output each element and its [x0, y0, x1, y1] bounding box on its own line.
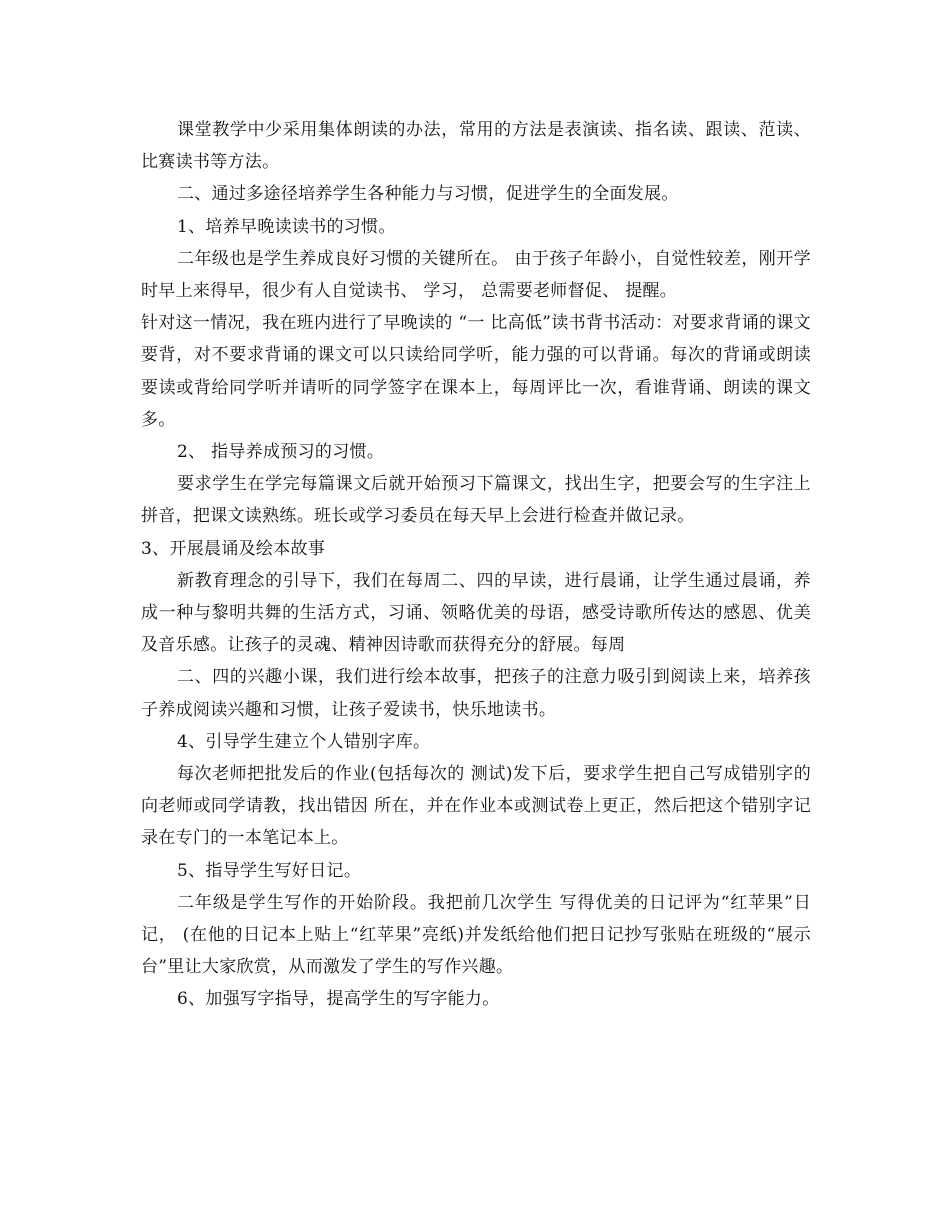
- paragraph-preview-requirements: 要求学生在学完每篇课文后就开始预习下篇课文，找出生字，把要会写的生字注上拼音，把课文读熟练。班长或学习委员在每天早上会进行检查并做记录。: [141, 474, 811, 527]
- paragraph-diary: 二年级是学生写作的开始阶段。我把前几次学生 写得优美的日记评为“红苹果”日记， (在他的日记本上贴上“红苹果”亮纸)并发纸给他们把日记抄写张贴在班级的“展示台”里让大家欣赏，从而激发了学生的写作兴趣。: [141, 892, 811, 978]
- subheading-morning-recital: 3、开展晨诵及绘本故事: [141, 538, 326, 559]
- body-text: [141, 114, 811, 1016]
- paragraph-reading-methods: 课堂教学中少采用集体朗读的办法，常用的方法是表演读、指名读、跟读、范读、比赛读书等方法。: [141, 120, 811, 173]
- section-heading-two: 二、通过多途径培养学生各种能力与习惯，促进学生的全面发展。: [177, 184, 679, 205]
- paragraph-typo-correction: 每次老师把批发后的作业(包括每次的 测试)发下后，要求学生把自己写成错别字的向老师或同学请教，找出错因 所在，并在作业本或测试卷上更正，然后把这个错别字记录在专门的一本笔记本上。: [141, 764, 811, 849]
- subheading-handwriting: 6、加强写字指导，提高学生的写字能力。: [177, 989, 500, 1010]
- subheading-preview-habit: 2、 指导养成预习的习惯。: [177, 442, 385, 463]
- paragraph-reading-activity: 针对这一情况，我在班内进行了早晚读的 “一 比高低”读书背书活动：对要求背诵的课文要背，对不要求背诵的课文可以只读给同学听，能力强的可以背诵。每次的背诵或朗读要读或背给同学听并请听的同学签字在课本上，每周评比一次，看谁背诵、朗读的课文多。: [141, 313, 811, 430]
- paragraph-picture-book: 二、四的兴趣小课，我们进行绘本故事，把孩子的注意力吸引到阅读上来，培养孩子养成阅读兴趣和习惯，让孩子爱读书，快乐地读书。: [141, 667, 811, 720]
- subheading-typo-library: 4、引导学生建立个人错别字库。: [177, 731, 431, 752]
- paragraph-morning-recital: 新教育理念的引导下，我们在每周二、四的早读，进行晨诵，让学生通过晨诵，养成一种与黎明共舞的生活方式，习诵、领略优美的母语，感受诗歌所传达的感恩、优美及音乐感。让孩子的灵魂、精神因诗歌而获得充分的舒展。每周: [141, 570, 811, 656]
- subheading-diary: 5、指导学生写好日记。: [177, 860, 362, 881]
- subheading-morning-reading: 1、培养早晚读读书的习惯。: [177, 216, 396, 237]
- paragraph-grade-two-habits: 二年级也是学生养成良好习惯的关键所在。 由于孩子年龄小，自觉性较差，刚开学时早上来得早，很少有人自觉读书、 学习， 总需要老师督促、 提醒。: [141, 248, 811, 302]
